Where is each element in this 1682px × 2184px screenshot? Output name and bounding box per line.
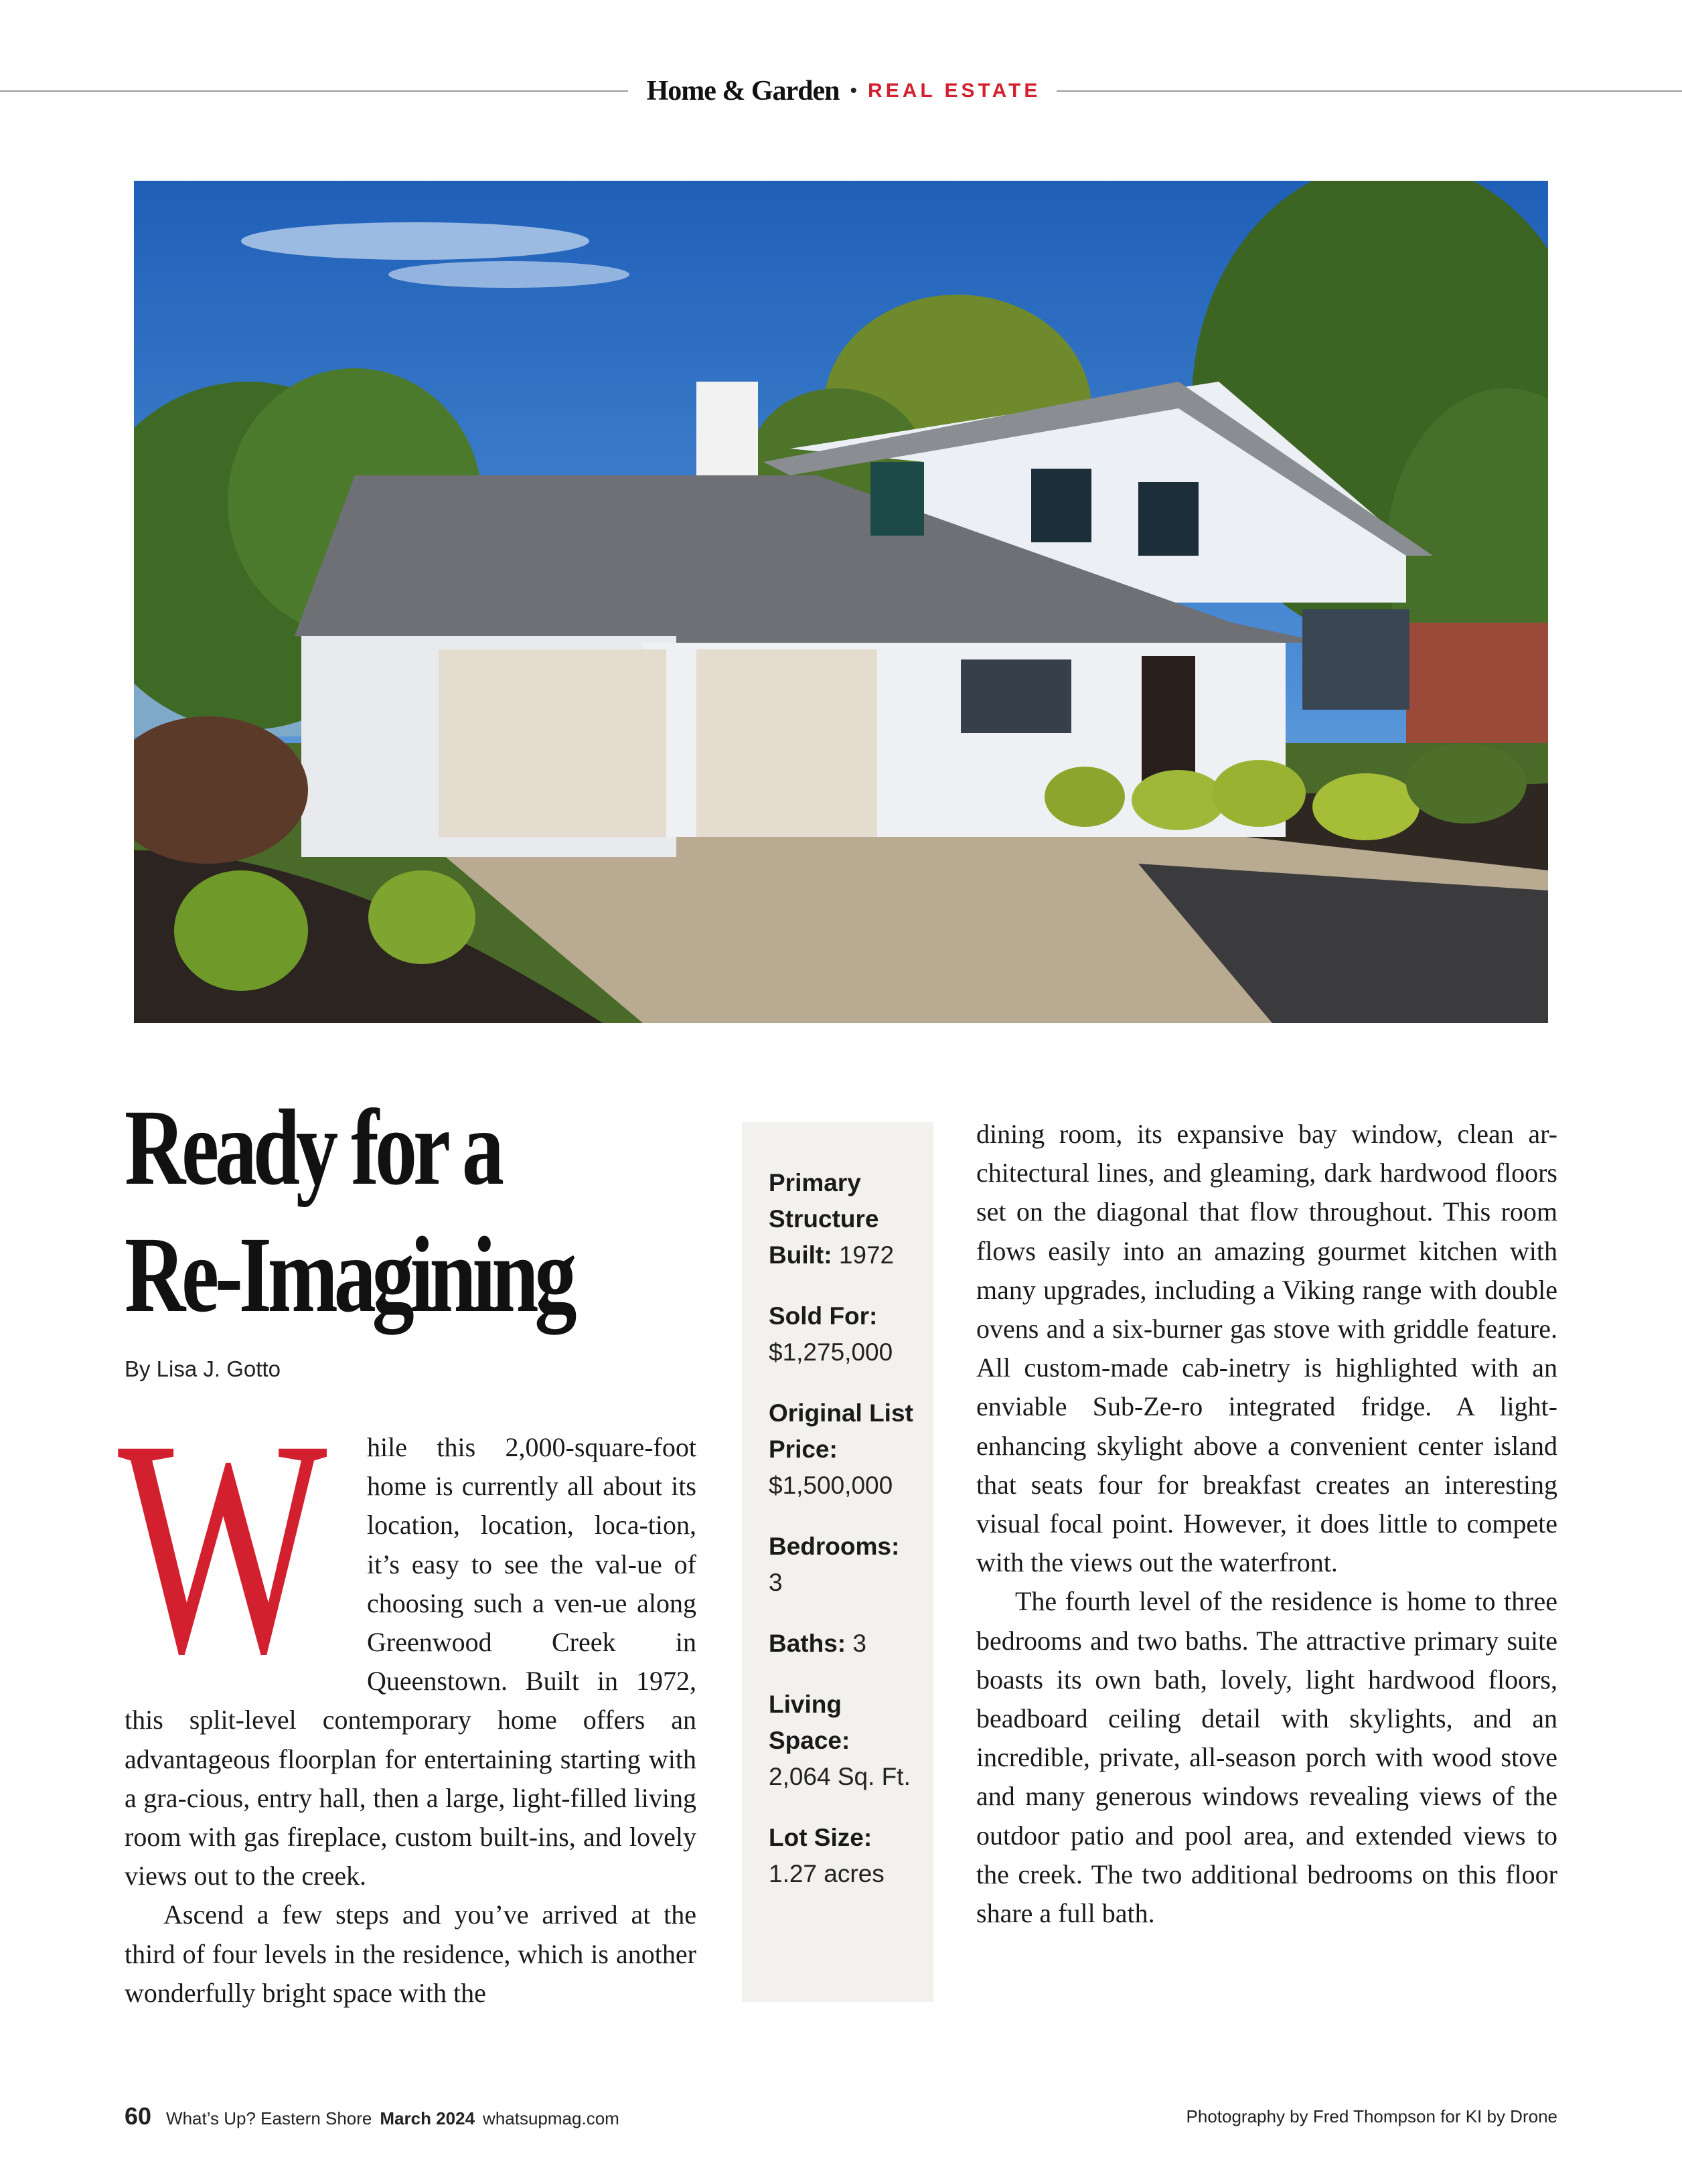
- fact-label: Original List Price:: [769, 1399, 913, 1463]
- paragraph-3: dining room, its expansive bay window, clean ar-chitectural lines, and gleaming, dark hardwood floors set on the diagonal that flow throughout. This room flows easily into an amazing gourmet kitchen with many upgrades, including a Viking range with double ovens and a six-burner gas stove with griddle feature. All custom-made cab-inetry is highlighted with an enviable Sub-Ze-ro integrated fridge. A light-enhancing skylight above a convenient center island that seats four for breakfast creates an interesting visual focal point. However, it does little to compete with the views out the waterfront.: [976, 1119, 1557, 1578]
- fact-value: 1972: [838, 1241, 895, 1269]
- fact-value: 3: [852, 1630, 866, 1657]
- fact-label: Lot Size:: [769, 1824, 872, 1851]
- house-photo: [134, 181, 1548, 1023]
- publication-name: What’s Up? Eastern Shore: [166, 2108, 372, 2128]
- page-number: 60: [125, 2102, 152, 2130]
- paragraph-1: [118, 1376, 696, 1895]
- header-rule-left: [0, 90, 628, 92]
- section-header: [636, 70, 1051, 112]
- paragraph-2: Ascend a few steps and you’ve arrived at the third of four levels in the residence, which is another wonderfully bright space with the: [125, 1899, 696, 2008]
- paragraph-1-text: hile this 2,000-square-foot home is currently all about its location, location, loca-tion, it’s easy to see the val-ue of choosing such a ven-ue along Greenwood Creek in Queenstown. Built in 1972, this split-level contemporary home offers an advantageous floorplan for entertaining starting with a gra-cious, entry hall, then a large, light-filled living room with gas fireplace, custom built-ins, and lovely views out to the creek.: [125, 1432, 696, 1891]
- property-facts-sidebar: [742, 1122, 933, 2002]
- page-footer: [125, 2102, 619, 2130]
- fact-living-space: [769, 1687, 920, 1795]
- issue-date: March 2024: [380, 2108, 475, 2128]
- fact-label: Primary Structure Built:: [769, 1169, 879, 1269]
- website-url: whatsupmag.com: [483, 2108, 619, 2128]
- photo-credit: Photography by Fred Thompson for KI by Drone: [1186, 2106, 1557, 2126]
- header-rule-right: [1057, 90, 1682, 92]
- paragraph-4: The fourth level of the residence is home to three bedrooms and two baths. The attractive primary suite boasts its own bath, lovely, light hardwood floors, beadboard ceiling detail with skylights, and an incredible, private, all-season porch with wood stove and many generous windows revealing views of the outdoor patio and pool area, and extended views to the creek. The two additional bedrooms on this floor share a full bath.: [976, 1586, 1557, 1929]
- fact-lot-size: [769, 1820, 920, 1892]
- drop-cap: W: [118, 1376, 327, 1717]
- fact-value: 2,064 Sq. Ft.: [769, 1763, 911, 1790]
- fact-label: Sold For:: [769, 1302, 878, 1330]
- article-column-2: [976, 1115, 1557, 1933]
- fact-value: 1.27 acres: [769, 1860, 885, 1887]
- fact-label: Living Space:: [769, 1691, 850, 1754]
- section-name: Home & Garden: [646, 76, 840, 106]
- header-separator: •: [850, 80, 858, 102]
- fact-bedrooms: [769, 1529, 920, 1601]
- title-line-1: Ready for a: [125, 1088, 500, 1208]
- fact-value: $1,500,000: [769, 1472, 893, 1499]
- fact-baths: [769, 1626, 920, 1662]
- fact-label: Bedrooms:: [769, 1533, 900, 1560]
- byline: By Lisa J. Gotto: [125, 1356, 281, 1381]
- article-title: [125, 1085, 595, 1339]
- fact-value: 3: [769, 1569, 783, 1596]
- subsection-name: REAL ESTATE: [868, 80, 1041, 102]
- article-column-1: [118, 1376, 696, 2013]
- fact-list-price: [769, 1395, 920, 1504]
- fact-label: Baths:: [769, 1630, 846, 1657]
- title-line-2: Re-Imagining: [125, 1215, 573, 1335]
- fact-year-built: [769, 1165, 920, 1273]
- fact-sold-for: [769, 1298, 920, 1371]
- fact-value: $1,275,000: [769, 1338, 893, 1366]
